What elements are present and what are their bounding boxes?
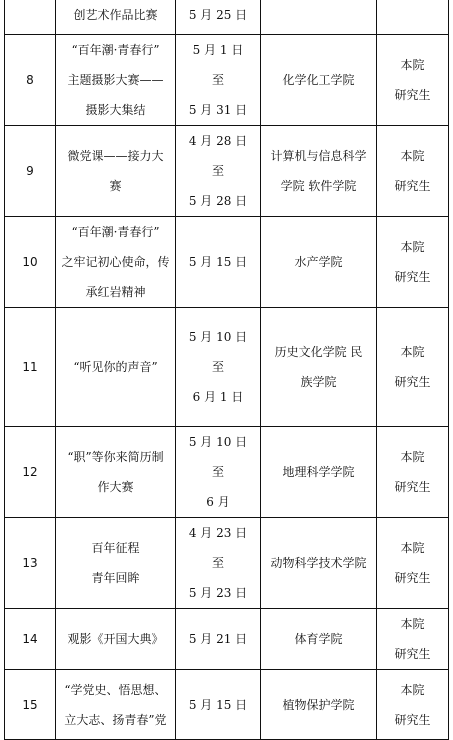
table-row <box>5 670 449 740</box>
cell-organizer-line: 族学院 <box>300 375 337 389</box>
cell-target-audience <box>377 427 449 518</box>
cell-activity-time <box>176 427 261 518</box>
cell-activity-time <box>176 35 261 126</box>
cell-target-audience <box>377 126 449 217</box>
cell-activity-name-line: 作大赛 <box>97 480 134 494</box>
cell-number: 13 <box>5 518 56 609</box>
cell-target-audience-line: 本院 <box>400 450 425 464</box>
cell-number: 10 <box>5 217 56 308</box>
cell-activity-time <box>176 217 261 308</box>
cell-activity-time-line: 5 月 15 日 <box>188 697 248 712</box>
cell-activity-time <box>176 126 261 217</box>
cell-activity-time-line: 至 <box>211 73 224 87</box>
cell-organizer-line: 化学化工学院 <box>282 73 355 87</box>
cell-activity-time-line: 5 月 10 日 <box>188 330 248 344</box>
cell-organizer <box>261 126 377 217</box>
table-row <box>5 35 449 126</box>
cell-activity-name <box>56 518 176 609</box>
cell-organizer <box>261 518 377 609</box>
cell-activity-time-line: 至 <box>211 465 224 479</box>
cell-target-audience-line: 研究生 <box>394 270 431 284</box>
cell-target-audience-line: 研究生 <box>394 179 431 193</box>
cell-activity-time-line: 5 月 10 日 <box>188 435 248 449</box>
cell-activity-name <box>56 0 176 35</box>
cell-activity-time-line: 5 月 15 日 <box>188 255 248 269</box>
cell-target-audience <box>377 670 449 740</box>
cell-organizer-line: 植物保护学院 <box>282 697 355 712</box>
cell-activity-name <box>56 427 176 518</box>
cell-activity-time-line: 5 月 21 日 <box>188 632 248 646</box>
cell-target-audience <box>377 0 449 35</box>
cell-target-audience <box>377 308 449 427</box>
cell-activity-time <box>176 670 261 740</box>
cell-activity-time-line: 至 <box>211 360 224 374</box>
cell-organizer <box>261 35 377 126</box>
cell-activity-name <box>56 670 176 740</box>
cell-activity-name-line: 青年回眸 <box>91 571 140 585</box>
cell-target-audience-line: 本院 <box>400 240 425 254</box>
cell-target-audience-line: 本院 <box>400 58 425 72</box>
cell-activity-name-line: 赛 <box>109 179 122 193</box>
cell-activity-name-line: “听见你的声音” <box>73 360 158 374</box>
table-row <box>5 217 449 308</box>
table-row <box>5 0 449 35</box>
cell-activity-name-line: “学党史、悟思想、 <box>64 682 167 697</box>
cell-activity-time-line: 5 月 25 日 <box>188 7 248 22</box>
cell-organizer-line: 计算机与信息科学 <box>270 149 367 163</box>
cell-activity-name-line: 微党课——接力大 <box>67 149 164 163</box>
cell-organizer-line: 地理科学学院 <box>282 465 355 479</box>
cell-activity-time <box>176 308 261 427</box>
cell-activity-time-line: 5 月 28 日 <box>188 194 248 208</box>
cell-activity-name-line: “职”等你来简历制 <box>67 450 164 464</box>
cell-activity-name-line: 承红岩精神 <box>85 285 146 299</box>
cell-activity-name-line: “百年潮·青春行” <box>71 43 160 57</box>
cell-number: 9 <box>5 126 56 217</box>
cell-activity-time-line: 至 <box>211 556 224 570</box>
cell-organizer-line: 体育学院 <box>294 632 343 646</box>
cell-number: 15 <box>5 670 56 740</box>
cell-activity-time-line: 6 月 <box>206 495 230 509</box>
cell-number: 14 <box>5 609 56 670</box>
cell-target-audience-line: 本院 <box>400 345 425 359</box>
cell-activity-name-line: 观影《开国大典》 <box>67 632 164 646</box>
cell-number: 11 <box>5 308 56 427</box>
cell-activity-time-line: 5 月 23 日 <box>188 586 248 600</box>
cell-activity-name-line: “百年潮·青春行” <box>71 225 160 239</box>
cell-number <box>5 0 56 35</box>
cell-activity-time-line: 4 月 23 日 <box>188 526 248 540</box>
cell-activity-name-line: 百年征程 <box>91 541 140 555</box>
table-row <box>5 427 449 518</box>
cell-organizer <box>261 609 377 670</box>
cell-activity-time-line: 5 月 1 日 <box>192 43 244 57</box>
cell-activity-name-line: 主题摄影大赛—— <box>67 73 164 87</box>
cell-target-audience-line: 研究生 <box>394 480 431 494</box>
activity-table-body <box>5 0 449 740</box>
cell-target-audience-line: 本院 <box>400 541 425 555</box>
cell-organizer <box>261 217 377 308</box>
cell-target-audience-line: 研究生 <box>394 647 431 661</box>
cell-organizer <box>261 0 377 35</box>
cell-target-audience-line: 研究生 <box>394 712 431 727</box>
table-row <box>5 518 449 609</box>
cell-organizer-line: 动物科学技术学院 <box>270 556 367 570</box>
cell-activity-time-line: 6 月 1 日 <box>192 390 244 404</box>
cell-target-audience <box>377 35 449 126</box>
cell-activity-time <box>176 0 261 35</box>
table-row <box>5 126 449 217</box>
cell-organizer <box>261 427 377 518</box>
cell-target-audience-line: 本院 <box>400 682 425 697</box>
cell-activity-name <box>56 308 176 427</box>
cell-target-audience-line: 本院 <box>400 149 425 163</box>
cell-organizer-line: 历史文化学院 民 <box>274 345 363 359</box>
cell-target-audience <box>377 518 449 609</box>
cell-activity-time <box>176 609 261 670</box>
cell-number: 8 <box>5 35 56 126</box>
cell-target-audience <box>377 609 449 670</box>
activity-table <box>4 0 449 740</box>
cell-activity-time-line: 5 月 31 日 <box>188 103 248 117</box>
table-row <box>5 609 449 670</box>
cell-number: 12 <box>5 427 56 518</box>
cell-activity-name <box>56 35 176 126</box>
cell-activity-name-line: 摄影大集结 <box>85 103 146 117</box>
cell-activity-time-line: 4 月 28 日 <box>188 134 248 148</box>
cell-activity-time-line: 至 <box>211 164 224 178</box>
cell-activity-name <box>56 609 176 670</box>
cell-target-audience-line: 研究生 <box>394 375 431 389</box>
cell-activity-name <box>56 217 176 308</box>
cell-activity-name-line: 创艺术作品比赛 <box>73 7 158 22</box>
cell-target-audience-line: 研究生 <box>394 571 431 585</box>
cell-organizer-line: 学院 软件学院 <box>280 179 357 193</box>
cell-target-audience-line: 研究生 <box>394 88 431 102</box>
cell-activity-name-line: 立大志、扬青春”党 <box>64 712 167 727</box>
cell-activity-name <box>56 126 176 217</box>
cell-activity-time <box>176 518 261 609</box>
cell-target-audience-line: 本院 <box>400 617 425 631</box>
cell-organizer <box>261 670 377 740</box>
cell-organizer-line: 水产学院 <box>294 255 343 269</box>
cell-activity-name-line: 之牢记初心使命，传 <box>61 255 170 269</box>
cell-target-audience <box>377 217 449 308</box>
cell-organizer <box>261 308 377 427</box>
table-row <box>5 308 449 427</box>
